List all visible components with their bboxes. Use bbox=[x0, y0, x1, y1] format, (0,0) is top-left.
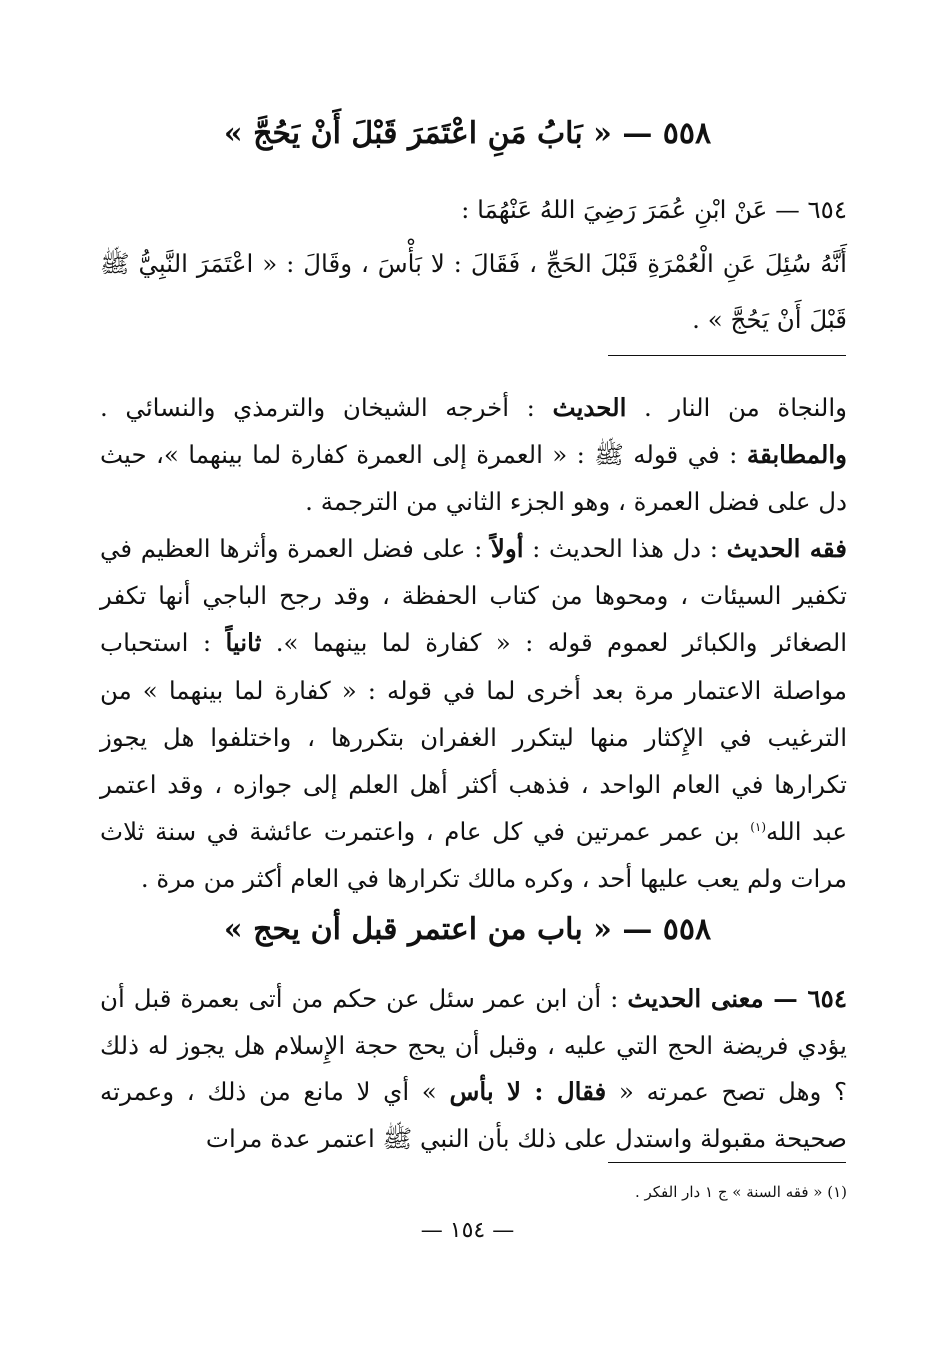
label-fiqh: فقه الحديث bbox=[726, 534, 848, 563]
commentary-text: والنجاة من النار . bbox=[626, 393, 847, 422]
hadith-text: أَنَّهُ سُئِلَ عَنِ الْعُمْرَةِ قَبْلَ الحَجِّ ، فَقَالَ : لا بَأْسَ ، وقَالَ : « اعْتَمَرَ النَّبِيُّ ﷺ قَبْلَ أَنْ يَحُجَّ » . bbox=[100, 249, 847, 334]
chapter-heading: ٥٥٨ — « بَابُ مَنِ اعْتَمَرَ قَبْلَ أَنْ يَحُجَّ » bbox=[223, 116, 712, 151]
fiqh-text: : استحباب مواصلة الاعتمار مرة بعد أخرى لما في قوله : « كفارة لما بينهما » من الترغيب في الإِكثار منها ليتكرر الغفران بتكررها ، واختلفوا هل يجوز تكرارها في العام الواحد ، فذهب أكثر أهل العلم إلى جوازه ، وقد اعتمر عبد الله bbox=[100, 628, 847, 847]
separator-rule bbox=[608, 355, 846, 356]
quote-text: فقال : لا بأس bbox=[449, 1077, 607, 1106]
hadith-intro: ٦٥٤ — عَنْ ابْنِ عُمَرَ رَضِيَ اللهُ عَنْهُمَا : bbox=[461, 195, 847, 224]
section-heading: ٥٥٨ — « باب من اعتمر قبل أن يحج » bbox=[223, 912, 712, 947]
commentary-text: : في قوله ﷺ : « العمرة إلى العمرة كفارة لما بينهما »، حيث دل على فضل العمرة ، وهو الجزء الثاني من الترجمة . bbox=[100, 440, 847, 516]
page-number: — ١٥٤ — bbox=[420, 1218, 515, 1243]
label-second: ثانياً bbox=[225, 628, 262, 658]
label-first: أولاً bbox=[490, 534, 524, 563]
meaning-paragraph bbox=[100, 976, 847, 1162]
fiqh-text: بن عمر عمرتين في كل عام ، واعتمرت عائشة في سنة ثلاث مرات ولم يعب عليها أحد ، وكره مالك تكرارها في العام أكثر من مرة . bbox=[100, 817, 847, 894]
label-hadith: الحديث bbox=[552, 393, 627, 422]
meaning-text: » أي لا مانع من ذلك ، وعمرته صحيحة مقبولة واستدل على ذلك بأن النبي ﷺ اعتمر عدة مرات bbox=[100, 1077, 847, 1153]
footnote: (١) « فقه السنة » ج ١ دار الفكر . bbox=[634, 1183, 847, 1201]
meaning-text: : أن ابن عمر سئل عن حكم من أتى بعمرة قبل أن يؤدي فريضة الحج التي عليه ، وقبل أن يحج حجة الإِسلام هل يجوز له ذلك ؟ وهل تصح عمرته « bbox=[100, 984, 847, 1106]
fiqh-text: : على فضل العمرة وأثرها العظيم في تكفير السيئات ، ومحوها من كتاب الحفظة ، وقد رجح الباجي أنها تكفر الصغائر والكبائر لعموم قوله : « كفارة لما بينهما ». bbox=[100, 534, 848, 658]
label-mutabaqa: والمطابقة bbox=[746, 440, 847, 469]
commentary-text: : أخرجه الشيخان والترمذي والنسائي . bbox=[100, 393, 553, 422]
footnote-ref[interactable]: (١) bbox=[750, 820, 767, 835]
fiqh-text: : دل هذا الحديث : bbox=[523, 534, 727, 563]
fiqh-paragraph bbox=[100, 525, 847, 903]
commentary-paragraph bbox=[100, 384, 847, 525]
footnote-separator bbox=[608, 1162, 846, 1163]
label-meaning: ٦٥٤ — معنى الحديث bbox=[627, 984, 847, 1013]
